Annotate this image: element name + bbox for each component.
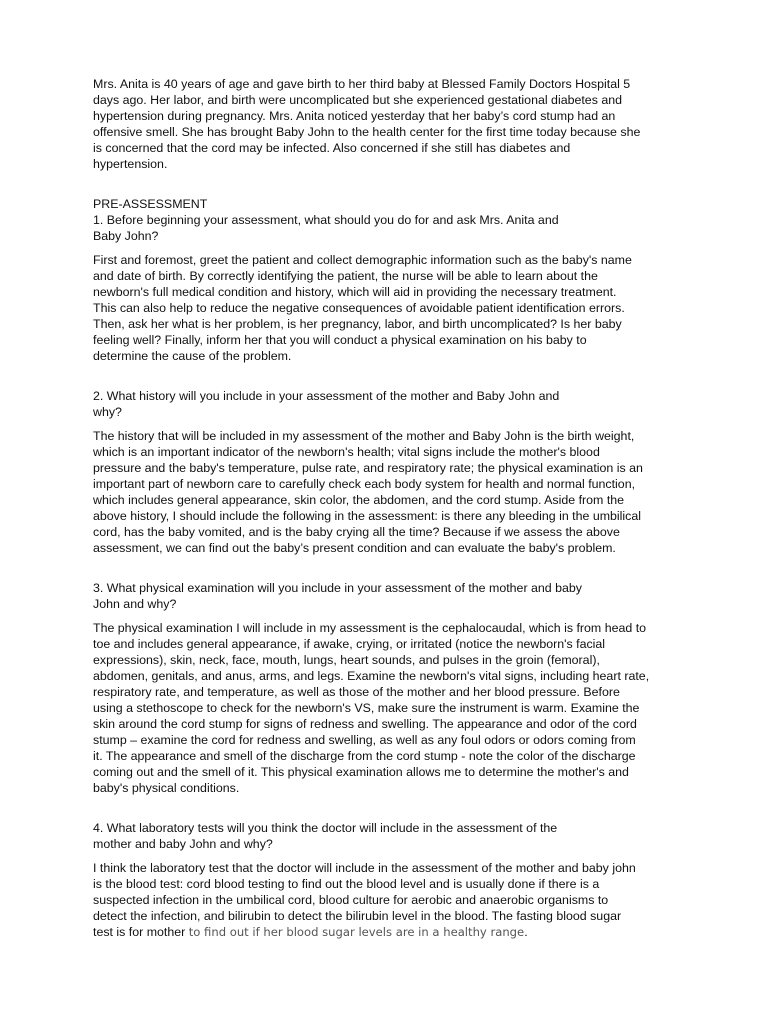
answer-1: First and foremost, greet the patient and collect demographic information such as the baby's name and date of birth. By correctly identifying the patient, the nurse will be able to learn about the newborn's full medical condition and history, which will aid in providing the necessary treatment. This can also help to reduce the negative consequences of avoidable patient identification errors. Then, ask her what is her problem, is her pregnancy, labor, and birth uncomplicated? Is her baby feeling well? Finally, inform her that you will conduct a physical examination on his baby to determine the cause of the problem.: [93, 253, 632, 363]
answer-4-end: .: [524, 925, 528, 939]
answer-4: [93, 860, 683, 940]
question-3: 3. What physical examination will you include in your assessment of the mother and baby John and why?: [93, 581, 582, 611]
question-1: 1. Before beginning your assessment, what should you do for and ask Mrs. Anita and Baby John?: [93, 213, 559, 243]
answer-4-highlight: to find out if her blood sugar levels are in a healthy range: [188, 925, 525, 939]
question-2: 2. What history will you include in your assessment of the mother and Baby John and why?: [93, 389, 560, 419]
answer-2: The history that will be included in my assessment of the mother and Baby John is the birth weight, which is an important indicator of the newborn's health; vital signs include the mother's blood pressure and the baby's temperature, pulse rate, and respiratory rate; the physical examination is an important part of newborn care to carefully check each body system for health and normal function, which includes general appearance, skin color, the abdomen, and the cord stump. Aside from the above history, I should include the following in the assessment: is there any bleeding in the umbilical cord, has the baby vomited, and is the baby crying all the time? Because if we assess the above assessment, we can find out the baby’s present condition and can evaluate the baby's problem.: [93, 429, 643, 555]
answer-3: The physical examination I will include in my assessment is the cephalocaudal, which is from head to toe and includes general appearance, if awake, crying, or irritated (notice the newborn's facial expressions), skin, neck, face, mouth, lungs, heart sounds, and pulses in the groin (femoral), abdomen, genitals, and anus, arms, and legs. Examine the newborn's vital signs, including heart rate, respiratory rate, and temperature, as well as those of the mother and her blood pressure. Before using a stethoscope to check for the newborn's VS, make sure the instrument is warm. Examine the skin around the cord stump for signs of redness and swelling. The appearance and odor of the cord stump – examine the cord for redness and swelling, as well as any foul odors or odors coming from it. The appearance and smell of the discharge from the cord stump - note the color of the discharge coming out and the smell of it. This physical examination allows me to determine the mother's and baby's physical conditions.: [93, 621, 650, 795]
document-page: [93, 76, 683, 940]
question-4: 4. What laboratory tests will you think the doctor will include in the assessment of the mother and baby John and why?: [93, 821, 558, 851]
answer-4-text: I think the laboratory test that the doctor will include in the assessment of the mother and baby john is the blood test: cord blood testing to find out the blood level and is usually done if there is a suspected infection in the umbilical cord, blood culture for aerobic and anaerobic organisms to detect the infection, and bilirubin to detect the bilirubin level in the blood. The fasting blood sugar test is for mother: [93, 861, 636, 939]
case-intro-paragraph: Mrs. Anita is 40 years of age and gave birth to her third baby at Blessed Family Doctors Hospital 5 days ago. Her labor, and birth were uncomplicated but she experienced gestational diabetes and hypertension during pregnancy. Mrs. Anita noticed yesterday that her baby’s cord stump had an offensive smell. She has brought Baby John to the health center for the first time today because she is concerned that the cord may be infected. Also concerned if she still has diabetes and hypertension.: [93, 77, 641, 171]
section-heading: PRE-ASSESSMENT: [93, 197, 208, 211]
